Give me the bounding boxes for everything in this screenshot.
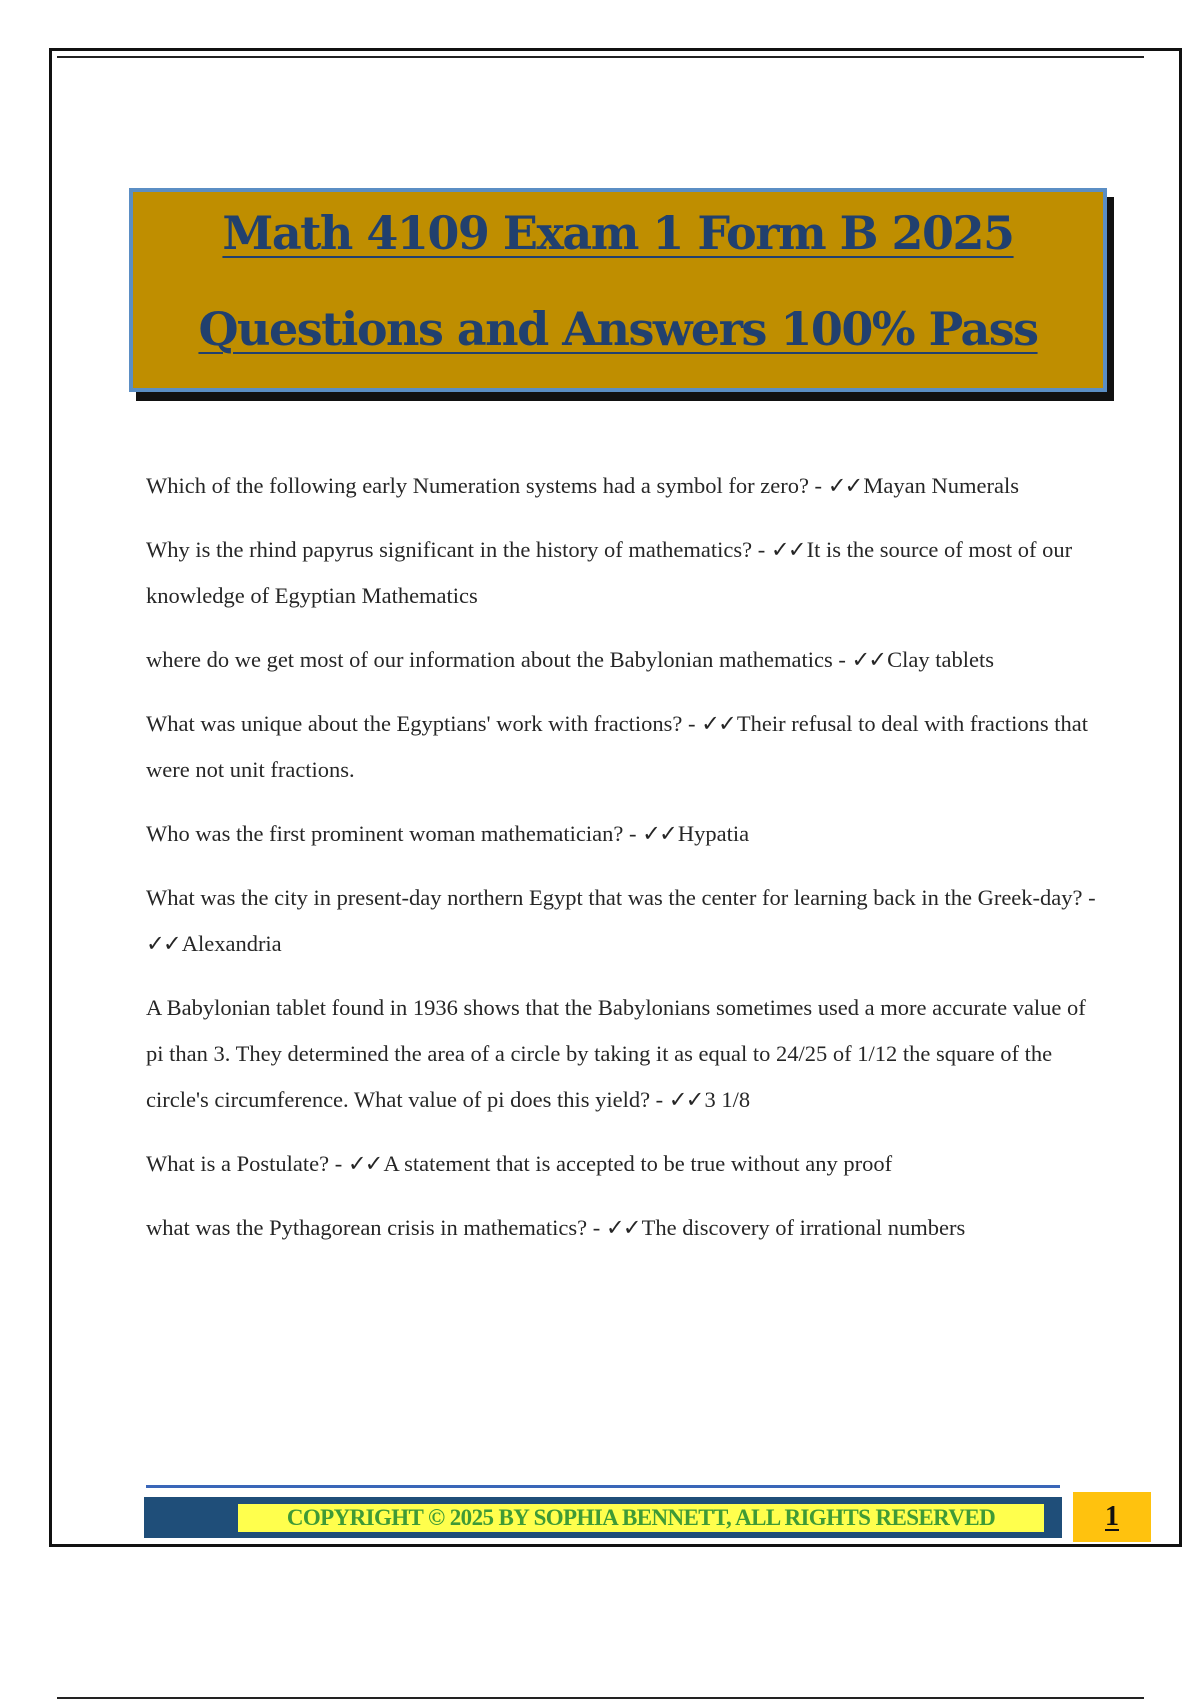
double-check-icon: ✓✓ [146, 931, 180, 956]
title-banner [129, 188, 1107, 392]
qa-item [146, 701, 1096, 793]
question-text: A Babylonian tablet found in 1936 shows that the Babylonians sometimes used a more accurate value of pi than 3. They determined the area of a circle by taking it as equal to 24/25 of 1/12 the square of the circle's circumference. What value of pi does this yield? - [146, 995, 1086, 1112]
answer-text: It is the source of most of our knowledge of Egyptian Mathematics [146, 537, 1073, 608]
question-text: Why is the rhind papyrus significant in the history of mathematics? - [146, 537, 771, 562]
top-rule [57, 56, 1144, 58]
qa-item [146, 811, 1096, 857]
answer-text: 3 1/8 [704, 1087, 751, 1112]
question-text: What is a Postulate? - [146, 1151, 348, 1176]
qa-item [146, 1205, 1096, 1251]
question-text: Who was the first prominent woman mathematician? - [146, 821, 643, 846]
page-number-box [1073, 1492, 1151, 1542]
question-text: Which of the following early Numeration systems had a symbol for zero? - [146, 473, 828, 498]
answer-text: Their refusal to deal with fractions that were not unit fractions. [146, 711, 1089, 782]
bottom-rule [57, 1697, 1144, 1699]
qa-item [146, 985, 1096, 1123]
copyright-notice: COPYRIGHT © 2025 BY SOPHIA BENNETT, ALL RIGHTS RESERVED [238, 1504, 1044, 1532]
qa-item [146, 463, 1096, 509]
title-line-1: Math 4109 Exam 1 Form B 2025 [222, 206, 1014, 260]
question-text: What was the city in present-day northern Egypt that was the center for learning back in the Greek-day? - [146, 885, 1096, 910]
double-check-icon: ✓✓ [668, 1087, 703, 1112]
page-number: 1 [1105, 1501, 1119, 1532]
answer-text: The discovery of irrational numbers [641, 1215, 966, 1240]
qa-item [146, 637, 1096, 683]
double-check-icon: ✓✓ [770, 537, 805, 562]
question-text: What was unique about the Egyptians' work with fractions? - [146, 711, 702, 736]
answer-text: A statement that is accepted to be true without any proof [383, 1151, 893, 1176]
double-check-icon: ✓✓ [605, 1215, 640, 1240]
double-check-icon: ✓✓ [347, 1151, 382, 1176]
question-text: what was the Pythagorean crisis in mathematics? - [146, 1215, 606, 1240]
answer-text: Clay tablets [887, 647, 995, 672]
qa-item [146, 527, 1096, 619]
double-check-icon: ✓✓ [851, 647, 886, 672]
answer-text: Hypatia [677, 821, 750, 846]
qa-item [146, 875, 1096, 967]
title-line-2: Questions and Answers 100% Pass [198, 302, 1038, 356]
footer-rule [146, 1485, 1060, 1488]
answer-text: Alexandria [181, 931, 282, 956]
qa-list [146, 463, 1096, 1269]
double-check-icon: ✓✓ [642, 821, 676, 846]
qa-item [146, 1141, 1096, 1187]
double-check-icon: ✓✓ [827, 473, 862, 498]
double-check-icon: ✓✓ [701, 711, 735, 736]
answer-text: Mayan Numerals [863, 473, 1019, 498]
question-text: where do we get most of our information about the Babylonian mathematics - [146, 647, 852, 672]
